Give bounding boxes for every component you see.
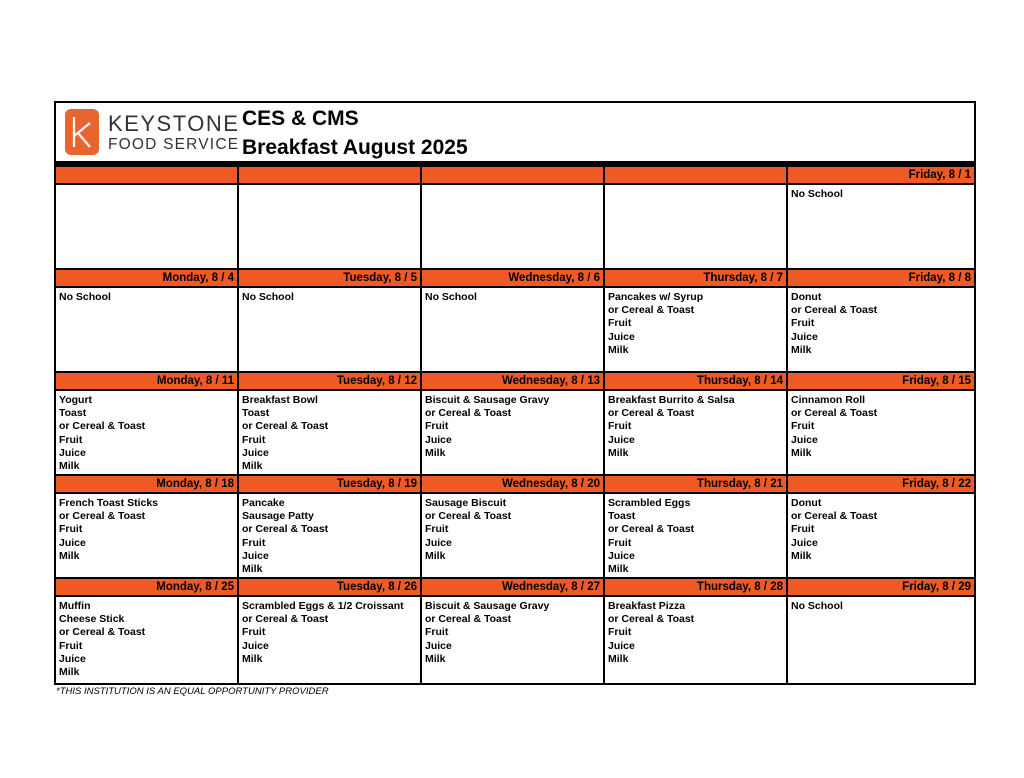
menu-item: Scrambled Eggs & 1/2 Croissant bbox=[242, 600, 404, 612]
menu-item: or Cereal & Toast bbox=[791, 407, 878, 420]
menu-item: or Cereal & Toast bbox=[59, 626, 146, 639]
menu-item: or Cereal & Toast bbox=[608, 407, 695, 420]
day-header: Friday, 8 / 15 bbox=[788, 373, 974, 391]
menu-items bbox=[605, 288, 786, 357]
menu-item: Milk bbox=[59, 549, 80, 562]
menu-item: Juice bbox=[791, 433, 818, 446]
day-cell bbox=[788, 167, 974, 270]
menu-item: or Cereal & Toast bbox=[608, 613, 695, 626]
menu-item: Biscuit & Sausage Gravy bbox=[425, 600, 550, 612]
day-header: Wednesday, 8 / 6 bbox=[422, 270, 603, 288]
day-header: Friday, 8 / 22 bbox=[788, 476, 974, 494]
menu-items bbox=[605, 185, 786, 188]
menu-item: Milk bbox=[242, 460, 263, 473]
menu-item: Fruit bbox=[608, 536, 632, 549]
menu-item: Biscuit & Sausage Gravy bbox=[425, 394, 550, 406]
day-header: Thursday, 8 / 7 bbox=[605, 270, 786, 288]
day-cell bbox=[605, 167, 788, 270]
menu-item: Fruit bbox=[608, 626, 632, 639]
menu-items bbox=[56, 391, 237, 473]
menu-item: Scrambled Eggs bbox=[608, 497, 691, 509]
menu-item: Milk bbox=[425, 652, 446, 665]
day-header: Monday, 8 / 4 bbox=[56, 270, 237, 288]
menu-items bbox=[605, 391, 786, 460]
menu-item: Fruit bbox=[791, 420, 815, 433]
menu-item: or Cereal & Toast bbox=[425, 407, 512, 420]
day-cell bbox=[422, 167, 605, 270]
day-header: Wednesday, 8 / 13 bbox=[422, 373, 603, 391]
menu-item: Milk bbox=[59, 666, 80, 679]
menu-item: Milk bbox=[608, 563, 629, 576]
day-cell bbox=[422, 270, 605, 373]
menu-items bbox=[605, 597, 786, 666]
menu-item: or Cereal & Toast bbox=[242, 420, 329, 433]
menu-item: No School bbox=[791, 188, 843, 200]
menu-header bbox=[56, 103, 974, 167]
day-header: Friday, 8 / 1 bbox=[788, 167, 974, 185]
day-cell bbox=[239, 373, 422, 476]
menu-item: or Cereal & Toast bbox=[791, 304, 878, 317]
menu-item: Milk bbox=[608, 652, 629, 665]
brand-tagline: FOOD SERVICE bbox=[108, 136, 240, 153]
menu-item: Juice bbox=[59, 446, 86, 459]
menu-item: or Cereal & Toast bbox=[425, 613, 512, 626]
menu-items bbox=[239, 288, 420, 304]
menu-item: Juice bbox=[59, 536, 86, 549]
day-cell bbox=[788, 476, 974, 579]
page-title: CES & CMS bbox=[242, 107, 359, 130]
menu-item: Juice bbox=[608, 549, 635, 562]
menu-item: Fruit bbox=[425, 626, 449, 639]
day-header bbox=[56, 167, 237, 185]
menu-item: Juice bbox=[608, 639, 635, 652]
day-cell bbox=[788, 579, 974, 683]
menu-items bbox=[56, 288, 237, 304]
menu-items bbox=[788, 288, 974, 357]
menu-item: Milk bbox=[59, 460, 80, 473]
brand-name: KEYSTONE bbox=[108, 111, 240, 136]
day-header: Thursday, 8 / 14 bbox=[605, 373, 786, 391]
day-header: Tuesday, 8 / 26 bbox=[239, 579, 420, 597]
menu-item: Sausage Patty bbox=[242, 510, 314, 523]
menu-item: No School bbox=[425, 291, 477, 303]
day-header: Friday, 8 / 8 bbox=[788, 270, 974, 288]
menu-items bbox=[422, 597, 603, 666]
menu-items bbox=[56, 494, 237, 563]
footnote: *THIS INSTITUTION IS AN EQUAL OPPORTUNITY PROVIDER bbox=[56, 686, 329, 697]
menu-item: Milk bbox=[608, 343, 629, 356]
day-header: Monday, 8 / 25 bbox=[56, 579, 237, 597]
menu-item: Fruit bbox=[59, 433, 83, 446]
menu-item: Juice bbox=[425, 433, 452, 446]
menu-items bbox=[239, 597, 420, 666]
menu-item: Donut bbox=[791, 497, 822, 509]
menu-item: Milk bbox=[425, 446, 446, 459]
menu-item: Donut bbox=[791, 291, 822, 303]
menu-item: or Cereal & Toast bbox=[242, 523, 329, 536]
menu-item: Juice bbox=[59, 652, 86, 665]
menu-item: or Cereal & Toast bbox=[242, 613, 329, 626]
menu-item: Breakfast Burrito & Salsa bbox=[608, 394, 735, 406]
day-header bbox=[422, 167, 603, 185]
menu-items bbox=[788, 391, 974, 460]
menu-item: Fruit bbox=[608, 420, 632, 433]
menu-items bbox=[239, 391, 420, 473]
menu-item: Sausage Biscuit bbox=[425, 497, 507, 509]
menu-items bbox=[422, 494, 603, 563]
menu-item: No School bbox=[59, 291, 111, 303]
menu-item: Milk bbox=[242, 652, 263, 665]
day-cell bbox=[788, 373, 974, 476]
menu-item: or Cereal & Toast bbox=[425, 510, 512, 523]
menu-item: Milk bbox=[791, 446, 812, 459]
day-header: Tuesday, 8 / 5 bbox=[239, 270, 420, 288]
day-cell bbox=[605, 579, 788, 683]
menu-item: Muffin bbox=[59, 600, 91, 612]
menu-items bbox=[422, 288, 603, 304]
menu-item: Breakfast Pizza bbox=[608, 600, 686, 612]
menu-item: or Cereal & Toast bbox=[59, 420, 146, 433]
menu-item: Milk bbox=[791, 343, 812, 356]
menu-item: Yogurt bbox=[59, 394, 93, 406]
day-cell bbox=[605, 373, 788, 476]
day-header: Wednesday, 8 / 20 bbox=[422, 476, 603, 494]
day-cell bbox=[56, 373, 239, 476]
menu-item: or Cereal & Toast bbox=[791, 510, 878, 523]
menu-item: Milk bbox=[242, 563, 263, 576]
menu-items bbox=[239, 494, 420, 576]
menu-item: or Cereal & Toast bbox=[608, 523, 695, 536]
menu-item: Breakfast Bowl bbox=[242, 394, 318, 406]
menu-items bbox=[605, 494, 786, 576]
day-cell bbox=[56, 270, 239, 373]
day-cell bbox=[239, 167, 422, 270]
day-cell bbox=[605, 270, 788, 373]
day-cell bbox=[56, 167, 239, 270]
menu-item: Milk bbox=[791, 549, 812, 562]
day-header: Tuesday, 8 / 12 bbox=[239, 373, 420, 391]
day-cell bbox=[239, 270, 422, 373]
menu-item: Juice bbox=[242, 639, 269, 652]
keystone-logo-icon bbox=[65, 109, 99, 155]
menu-item: Juice bbox=[242, 549, 269, 562]
menu-item: Fruit bbox=[242, 626, 266, 639]
menu-item: Juice bbox=[425, 639, 452, 652]
menu-item: Fruit bbox=[425, 420, 449, 433]
day-header: Friday, 8 / 29 bbox=[788, 579, 974, 597]
day-header: Monday, 8 / 11 bbox=[56, 373, 237, 391]
menu-item: Milk bbox=[425, 549, 446, 562]
day-header: Tuesday, 8 / 19 bbox=[239, 476, 420, 494]
menu-items bbox=[239, 185, 420, 188]
menu-items bbox=[788, 494, 974, 563]
menu-item: No School bbox=[791, 600, 843, 612]
menu-items bbox=[56, 597, 237, 679]
menu-item: Juice bbox=[791, 536, 818, 549]
menu-items bbox=[56, 185, 237, 188]
menu-item: or Cereal & Toast bbox=[59, 510, 146, 523]
menu-calendar bbox=[54, 101, 976, 685]
menu-item: Fruit bbox=[242, 536, 266, 549]
day-cell bbox=[788, 270, 974, 373]
menu-item: Juice bbox=[791, 330, 818, 343]
menu-item: Fruit bbox=[791, 523, 815, 536]
day-cell bbox=[56, 579, 239, 683]
menu-item: Pancake bbox=[242, 497, 285, 509]
menu-item: Pancakes w/ Syrup bbox=[608, 291, 704, 303]
menu-items bbox=[422, 391, 603, 460]
menu-item: French Toast Sticks bbox=[59, 497, 159, 509]
menu-items bbox=[788, 597, 974, 613]
day-cell bbox=[422, 373, 605, 476]
menu-item: Cheese Stick bbox=[59, 613, 125, 626]
day-cell bbox=[422, 476, 605, 579]
day-cell bbox=[239, 476, 422, 579]
day-cell bbox=[605, 476, 788, 579]
menu-items bbox=[422, 185, 603, 188]
day-header: Monday, 8 / 18 bbox=[56, 476, 237, 494]
day-header: Thursday, 8 / 28 bbox=[605, 579, 786, 597]
menu-item: Fruit bbox=[59, 523, 83, 536]
menu-item: Fruit bbox=[242, 433, 266, 446]
day-header: Thursday, 8 / 21 bbox=[605, 476, 786, 494]
menu-item: No School bbox=[242, 291, 294, 303]
menu-item: Juice bbox=[242, 446, 269, 459]
menu-item: Juice bbox=[608, 433, 635, 446]
menu-item: or Cereal & Toast bbox=[608, 304, 695, 317]
day-header bbox=[605, 167, 786, 185]
menu-item: Fruit bbox=[425, 523, 449, 536]
day-header: Wednesday, 8 / 27 bbox=[422, 579, 603, 597]
day-cell bbox=[239, 579, 422, 683]
menu-item: Toast bbox=[608, 510, 636, 523]
menu-items bbox=[788, 185, 974, 201]
page-subtitle: Breakfast August 2025 bbox=[242, 136, 468, 159]
menu-item: Juice bbox=[425, 536, 452, 549]
menu-item: Fruit bbox=[608, 317, 632, 330]
menu-item: Toast bbox=[242, 407, 270, 420]
menu-item: Milk bbox=[608, 446, 629, 459]
menu-item: Cinnamon Roll bbox=[791, 394, 866, 406]
calendar-grid bbox=[56, 167, 974, 683]
menu-item: Toast bbox=[59, 407, 87, 420]
menu-item: Juice bbox=[608, 330, 635, 343]
menu-item: Fruit bbox=[791, 317, 815, 330]
day-cell bbox=[56, 476, 239, 579]
day-header bbox=[239, 167, 420, 185]
menu-item: Fruit bbox=[59, 639, 83, 652]
day-cell bbox=[422, 579, 605, 683]
